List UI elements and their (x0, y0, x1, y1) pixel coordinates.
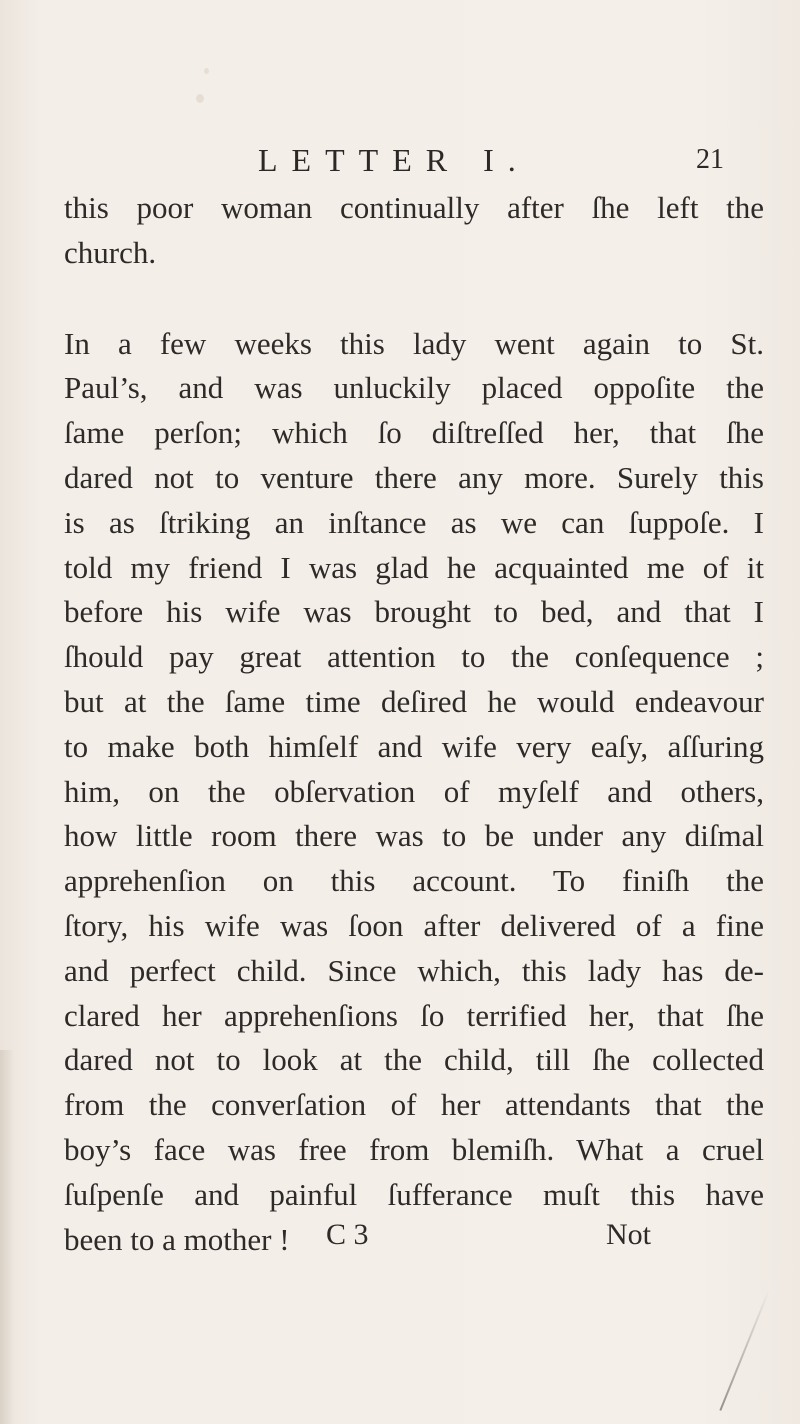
text-line: clared her apprehenſions ſo terrified her, that ſhe (64, 997, 764, 1033)
signature-mark: C 3 (326, 1218, 369, 1251)
text-line: is as ſtriking an inſtance as we can ſuppoſe. I (64, 504, 764, 540)
running-head (0, 142, 800, 182)
text-line: before his wife was brought to bed, and that I (64, 594, 764, 630)
text-line: Paul’s, and was unluckily placed oppoſite the (64, 370, 764, 406)
text-line: to make both himſelf and wife very eaſy, aſſuring (64, 728, 764, 764)
text-line: and perfect child. Since which, this lady has de- (64, 952, 764, 988)
paragraph (64, 322, 764, 1263)
body-text (64, 186, 764, 1262)
page-stain (204, 68, 209, 74)
page-number: 21 (696, 144, 724, 175)
page-footer (0, 1218, 800, 1258)
text-line: how little room there was to be under any diſmal (64, 818, 764, 854)
text-line: him, on the obſervation of myſelf and others, (64, 773, 764, 809)
catchword: Not (606, 1218, 651, 1251)
running-head-title: LETTER I. (258, 142, 530, 178)
text-line: told my friend I was glad he acquainted me of it (64, 549, 764, 585)
text-line: ſuſpenſe and painful ſufferance muſt this have (64, 1176, 764, 1212)
page-stain (196, 94, 204, 103)
text-line: been to a mother ! (64, 1221, 290, 1257)
text-line: boy’s face was free from blemiſh. What a cruel (64, 1131, 764, 1167)
text-line: from the converſation of her attendants that the (64, 1087, 764, 1123)
paragraph (64, 186, 764, 276)
text-line: this poor woman continually after ſhe left the (64, 190, 764, 225)
page-fold-mark (719, 1290, 770, 1411)
text-line: but at the ſame time deſired he would endeavour (64, 683, 764, 719)
text-line: ſtory, his wife was ſoon after delivered of a fine (64, 907, 764, 943)
text-line: dared not to venture there any more. Surely this (64, 459, 764, 495)
text-line: dared not to look at the child, till ſhe collected (64, 1042, 764, 1078)
text-line: In a few weeks this lady went again to St. (64, 325, 764, 361)
text-line: ſhould pay great attention to the conſequence ; (64, 639, 764, 675)
text-line: apprehenſion on this account. To finiſh the (64, 863, 764, 899)
text-line: church. (64, 234, 157, 270)
text-line: ſame perſon; which ſo diſtreſſed her, that ſhe (64, 415, 764, 451)
